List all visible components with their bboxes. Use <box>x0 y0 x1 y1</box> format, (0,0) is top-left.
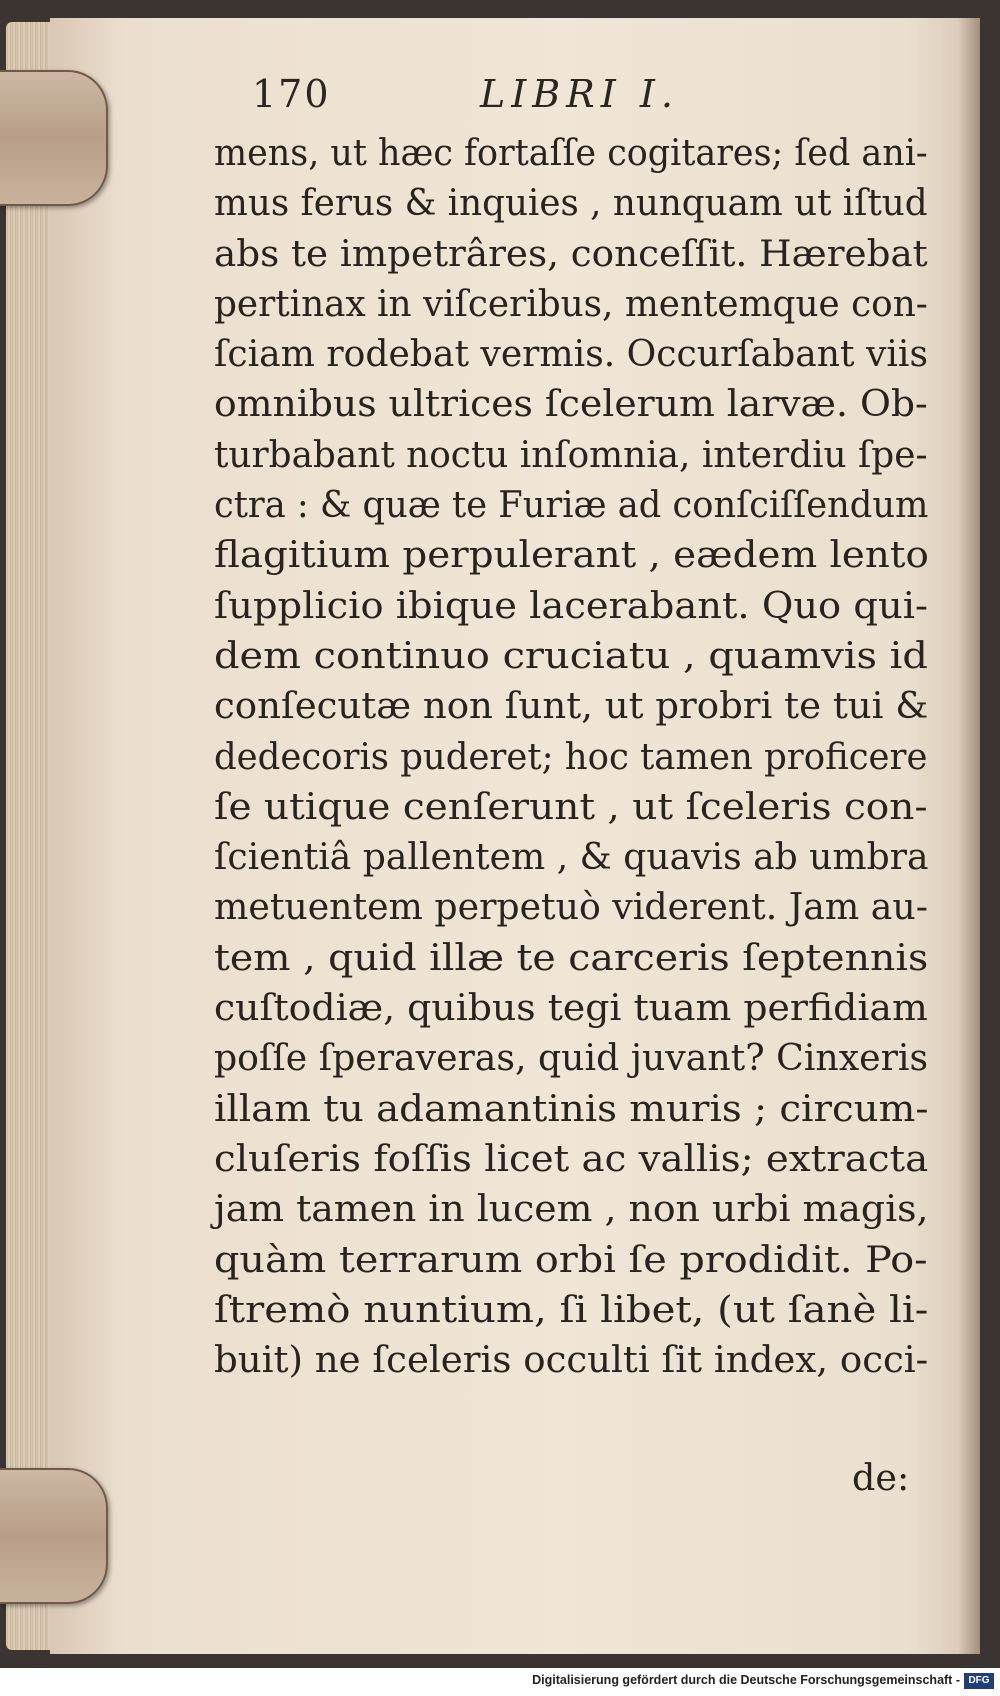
running-head-title: LIBRI I. <box>480 72 679 116</box>
text-line: abs te impetrâres, conceſſit. Hærebat <box>214 231 928 275</box>
text-line: ſtremò nuntium, ſi libet, (ut ſanè li- <box>214 1287 929 1331</box>
text-line: cuſtodiæ, quibus tegi tuam perfidiam <box>214 986 928 1030</box>
footer-credit: Digitalisierung gefördert durch die Deutsche Forschungsgemeinschaft - <box>532 1673 960 1687</box>
text-line: omnibus ultrices ſcelerum larvæ. Ob- <box>214 382 928 426</box>
text-line: metuentem perpetuò viderent. Jam au- <box>214 885 928 929</box>
text-line: dem continuo cruciatu , quamvis id <box>214 633 928 677</box>
text-line: dedecoris puderet; hoc tamen proficere <box>214 734 928 778</box>
text-line: cluſeris foſſis licet ac vallis; extracta <box>214 1136 929 1180</box>
text-line: pertinax in viſceribus, mentemque con- <box>214 281 928 325</box>
text-line: buit) ne ſceleris occulti ſit index, occi- <box>214 1338 929 1382</box>
text-line: ſcientiâ pallentem , & quavis ab umbra <box>214 835 929 879</box>
text-line: ctra : & quæ te Furiæ ad conſciſſendum <box>214 483 929 527</box>
text-line: illam tu adamantinis muris ; circum- <box>214 1086 929 1130</box>
text-line: tem , quid illæ te carceris ſeptennis <box>214 935 929 979</box>
text-line: mus ferus & inquies , nunquam ut iſtud <box>214 181 928 225</box>
running-head <box>252 72 692 116</box>
text-line: ſciam rodebat vermis. Occurſabant viis <box>214 332 928 376</box>
text-block <box>214 128 928 1385</box>
clasp-bottom <box>0 1468 108 1604</box>
page-spine-shadow <box>958 18 980 1654</box>
footer-bar <box>0 1668 1000 1696</box>
text-line: mens, ut hæc fortaſſe cogitares; ſed ani- <box>214 131 928 174</box>
text-line: poſſe ſperaveras, quid juvant? Cinxeris <box>214 1036 929 1080</box>
text-line: jam tamen in lucem , non urbi magis, <box>214 1187 929 1231</box>
text-line: quàm terrarum orbi ſe prodidit. Po- <box>214 1237 928 1281</box>
text-line: flagitium perpulerant , eædem lento <box>214 533 929 577</box>
page-number: 170 <box>252 72 331 116</box>
catchword: de: <box>852 1456 910 1499</box>
text-line: conſecutæ non ſunt, ut probri te tui & <box>214 684 929 728</box>
text-line: ſupplicio ibique lacerabant. Quo qui- <box>214 583 928 627</box>
text-line: ſe utique cenſerunt , ut ſceleris con- <box>214 784 928 828</box>
clasp-top <box>0 70 108 206</box>
text-line: turbabant noctu inſomnia, interdiu ſpe- <box>214 432 928 476</box>
dfg-logo: DFG <box>964 1673 994 1689</box>
